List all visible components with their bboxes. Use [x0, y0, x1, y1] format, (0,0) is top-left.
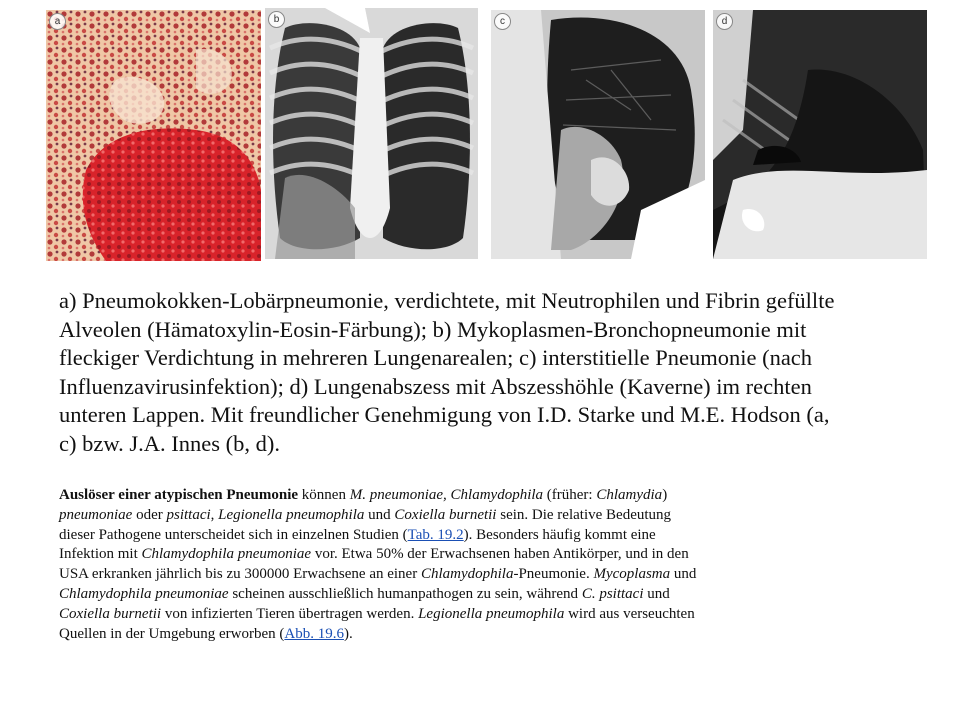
body-text-run: wird aus verseuchten Quellen in der Umgebung erworben ( [59, 605, 695, 642]
body-text-run: und [364, 506, 395, 523]
body-text-run: -Pneumonie. [513, 566, 594, 583]
body-text-run: psittaci [166, 506, 211, 523]
figure-panel-d [713, 10, 927, 259]
panel-label-d: d [716, 13, 733, 30]
body-text-run: Chlamydia [596, 487, 663, 503]
figure-panel-c [491, 10, 705, 259]
body-text-run: Coxiella burnetii [394, 506, 497, 523]
chest-xray-image [265, 8, 478, 259]
table-reference-link[interactable]: Tab. 19.2 [407, 526, 464, 543]
body-text-run: Chlamydophila pneumoniae [59, 585, 229, 602]
chest-xray-image [713, 10, 927, 259]
body-text-run: pneumoniae [59, 506, 133, 523]
body-paragraph [59, 486, 709, 644]
panel-label-a: a [49, 13, 66, 30]
body-text-run: , [210, 506, 219, 523]
figure-caption: a) Pneumokokken-Lobärpneumonie, verdichtete, mit Neutrophilen und Fibrin gefüllte Alveolen (Hämatoxylin-Eosin-Färbung); b) Mykoplasmen-Bronchopneumonie mit fleckiger Verdichtung in mehreren Lungenarealen; c) interstitielle Pneumonie (nach Influenzavirusinfektion); d) Lungenabszess mit Abszesshöhle (Kaverne) im rechten unteren Lappen. Mit freundlicher Genehmigung von I.D. Starke und M.E. Hodson (a, c) bzw. J.A. Innes (b, d). [59, 288, 835, 456]
body-heading: Auslöser einer atypischen Pneumonie [59, 487, 299, 503]
body-text-run: ). [343, 625, 353, 642]
chest-xray-image [491, 10, 705, 259]
body-text-run: vor. Etwa 50% der Erwachsenen haben Antikörper, und in den USA erkranken jährlich bis zu 300000 Erwachsene an einer [59, 546, 689, 583]
body-text-run: von infizierten Tieren übertragen werden. [161, 605, 419, 622]
body-text-run: sein. Die relative Bedeutung dieser Pathogene unterscheidet sich in einzelnen Studien ( [59, 506, 672, 543]
body-text-run: Chlamydophila pneumoniae [141, 546, 312, 563]
body-text-run: Mycoplasma [593, 566, 671, 583]
body-text-run: Legionella pneumophila [418, 605, 565, 622]
body-text-run: ). Besonders häufig kommt eine Infektion mit [59, 526, 656, 563]
body-text-run: M. pneumoniae, Chlamydophila [349, 487, 544, 503]
body-text-run: Chlamydophila [420, 566, 514, 583]
body-text-run: und [643, 585, 670, 602]
body-text-run: oder [132, 506, 167, 523]
body-text-run: und [670, 566, 697, 583]
body-text-run: Coxiella burnetii [59, 605, 162, 622]
figure-reference-link[interactable]: Abb. 19.6 [284, 625, 344, 642]
figure-panel-b [265, 8, 478, 259]
panel-label-c: c [494, 13, 511, 30]
body-text-run: (früher: [543, 487, 597, 503]
body-text-run: können [298, 487, 350, 503]
body-text-run: Legionella pneumophila [218, 506, 365, 523]
body-text-run: scheinen ausschließlich humanpathogen zu sein, während [228, 585, 582, 602]
panel-label-b: b [268, 11, 285, 28]
body-text-run: ) [662, 487, 668, 503]
histology-image [46, 10, 261, 261]
figure-panel-a [46, 10, 261, 261]
body-text-run: C. psittaci [581, 585, 644, 602]
